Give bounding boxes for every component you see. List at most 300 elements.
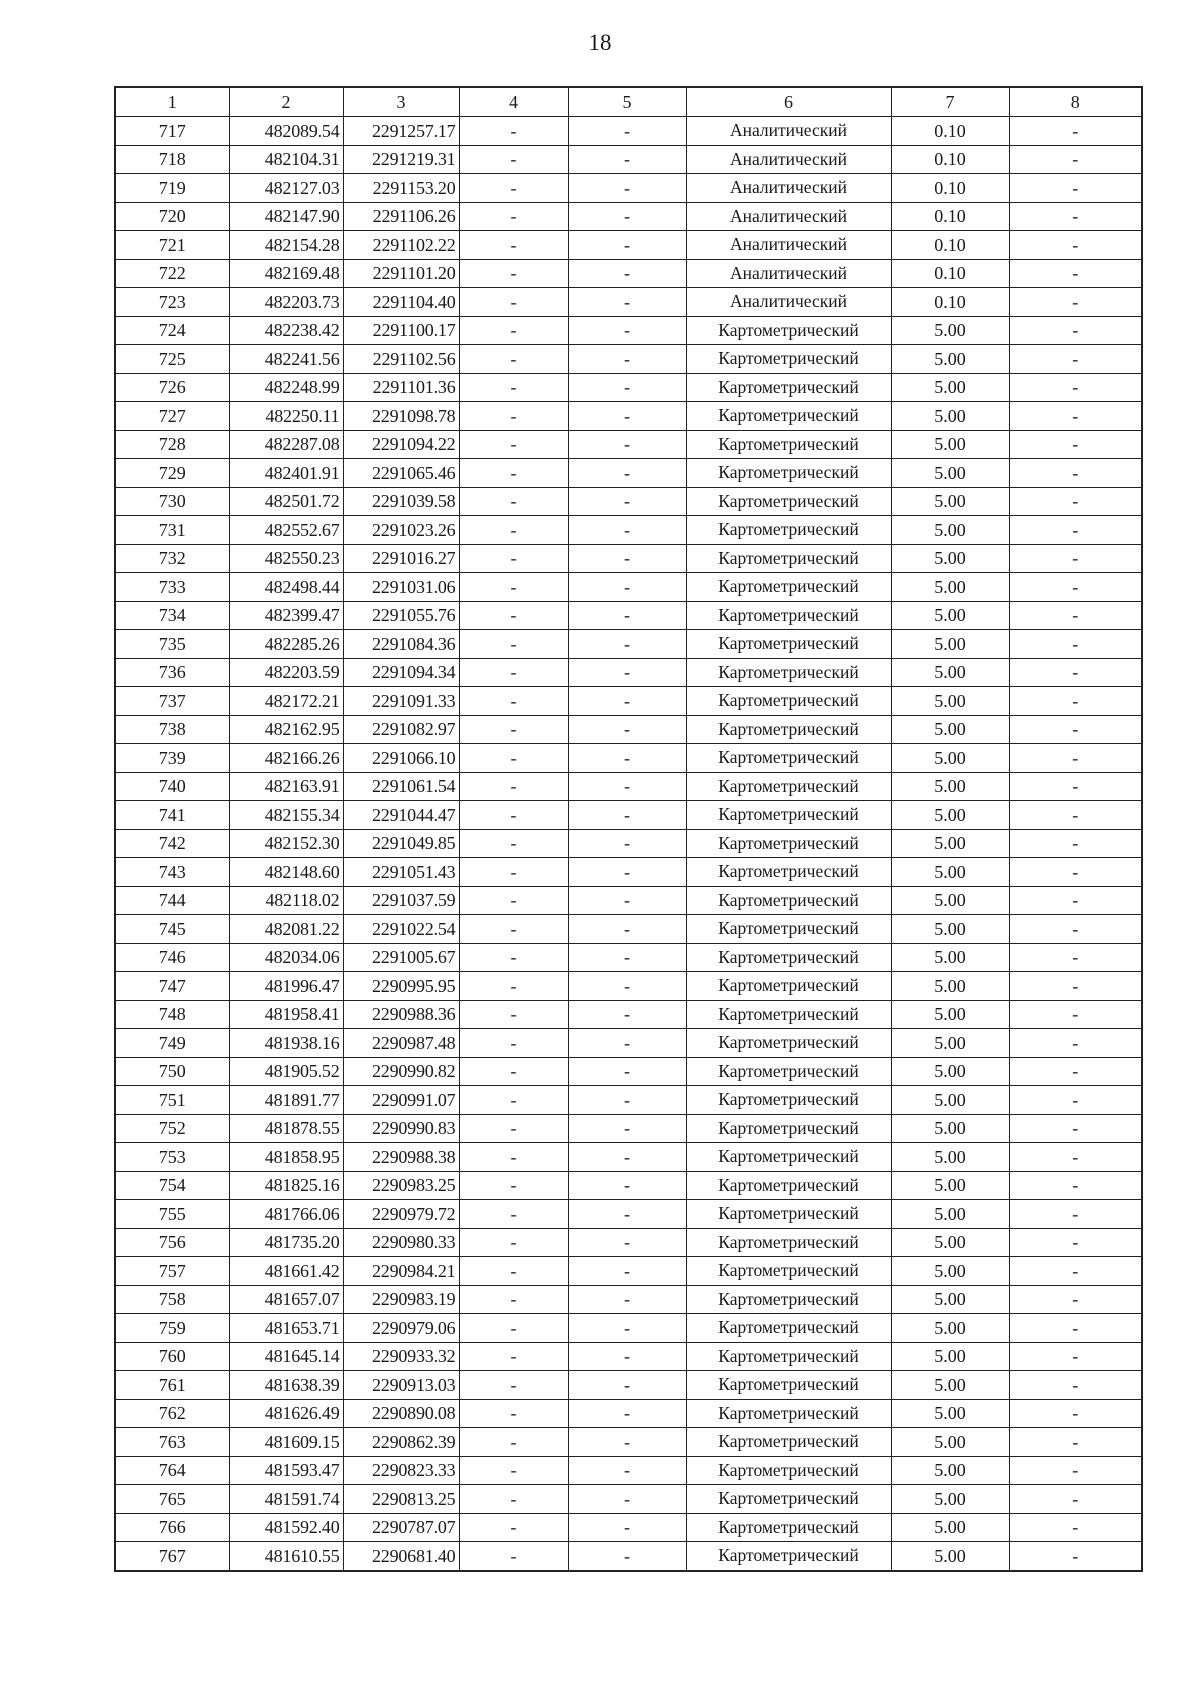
accuracy-cell: 5.00: [891, 744, 1009, 773]
point-number-cell: 723: [115, 288, 229, 317]
col8-value-cell: -: [1009, 1285, 1142, 1314]
col4-value-cell: -: [459, 1399, 568, 1428]
coord-x-cell: 482250.11: [229, 402, 343, 431]
coord-y-cell: 2291084.36: [343, 630, 459, 659]
col5-value-cell: -: [568, 1257, 686, 1286]
coord-y-cell: 2291098.78: [343, 402, 459, 431]
col4-value-cell: -: [459, 1171, 568, 1200]
coord-x-cell: 482034.06: [229, 943, 343, 972]
col8-value-cell: -: [1009, 231, 1142, 260]
coord-y-cell: 2291051.43: [343, 858, 459, 887]
method-cell: Картометрический: [686, 801, 891, 830]
point-number-cell: 746: [115, 943, 229, 972]
method-cell: Картометрический: [686, 316, 891, 345]
coord-x-cell: 482501.72: [229, 487, 343, 516]
col8-value-cell: -: [1009, 1399, 1142, 1428]
col8-value-cell: -: [1009, 829, 1142, 858]
coord-y-cell: 2291039.58: [343, 487, 459, 516]
col8-value-cell: -: [1009, 744, 1142, 773]
col8-value-cell: -: [1009, 801, 1142, 830]
coord-x-cell: 481657.07: [229, 1285, 343, 1314]
col4-value-cell: -: [459, 1257, 568, 1286]
method-cell: Картометрический: [686, 715, 891, 744]
method-cell: Картометрический: [686, 772, 891, 801]
point-number-cell: 740: [115, 772, 229, 801]
table-row: [115, 202, 1142, 231]
accuracy-cell: 5.00: [891, 1542, 1009, 1571]
column-header-2: 2: [229, 87, 343, 117]
col5-value-cell: -: [568, 544, 686, 573]
coord-x-cell: 482152.30: [229, 829, 343, 858]
col4-value-cell: -: [459, 1456, 568, 1485]
col4-value-cell: -: [459, 459, 568, 488]
col4-value-cell: -: [459, 1086, 568, 1115]
col5-value-cell: -: [568, 858, 686, 887]
method-cell: Аналитический: [686, 202, 891, 231]
accuracy-cell: 5.00: [891, 1114, 1009, 1143]
accuracy-cell: 0.10: [891, 202, 1009, 231]
coord-x-cell: 481609.15: [229, 1428, 343, 1457]
col5-value-cell: -: [568, 1342, 686, 1371]
point-number-cell: 762: [115, 1399, 229, 1428]
coord-y-cell: 2290984.21: [343, 1257, 459, 1286]
table-row: [115, 259, 1142, 288]
coord-x-cell: 481891.77: [229, 1086, 343, 1115]
accuracy-cell: 5.00: [891, 658, 1009, 687]
col5-value-cell: -: [568, 1314, 686, 1343]
col8-value-cell: -: [1009, 117, 1142, 146]
accuracy-cell: 5.00: [891, 943, 1009, 972]
point-number-cell: 745: [115, 915, 229, 944]
accuracy-cell: 5.00: [891, 1456, 1009, 1485]
coord-y-cell: 2291023.26: [343, 516, 459, 545]
coord-y-cell: 2290988.36: [343, 1000, 459, 1029]
col5-value-cell: -: [568, 687, 686, 716]
coord-y-cell: 2291091.33: [343, 687, 459, 716]
accuracy-cell: 5.00: [891, 801, 1009, 830]
table-row: [115, 1086, 1142, 1115]
coordinates-table: [114, 86, 1143, 1572]
col4-value-cell: -: [459, 1000, 568, 1029]
point-number-cell: 730: [115, 487, 229, 516]
accuracy-cell: 5.00: [891, 1342, 1009, 1371]
method-cell: Картометрический: [686, 345, 891, 374]
col8-value-cell: -: [1009, 516, 1142, 545]
col8-value-cell: -: [1009, 1428, 1142, 1457]
col5-value-cell: -: [568, 1114, 686, 1143]
col5-value-cell: -: [568, 117, 686, 146]
col4-value-cell: -: [459, 1228, 568, 1257]
coord-x-cell: 482498.44: [229, 573, 343, 602]
accuracy-cell: 5.00: [891, 1200, 1009, 1229]
coord-x-cell: 481996.47: [229, 972, 343, 1001]
coord-y-cell: 2291055.76: [343, 601, 459, 630]
point-number-cell: 726: [115, 373, 229, 402]
coord-x-cell: 481653.71: [229, 1314, 343, 1343]
accuracy-cell: 5.00: [891, 915, 1009, 944]
table-row: [115, 972, 1142, 1001]
table-row: [115, 544, 1142, 573]
col8-value-cell: -: [1009, 1086, 1142, 1115]
col8-value-cell: -: [1009, 1485, 1142, 1514]
point-number-cell: 741: [115, 801, 229, 830]
point-number-cell: 753: [115, 1143, 229, 1172]
table-row: [115, 943, 1142, 972]
coord-y-cell: 2291102.22: [343, 231, 459, 260]
accuracy-cell: 5.00: [891, 1029, 1009, 1058]
col5-value-cell: -: [568, 316, 686, 345]
point-number-cell: 759: [115, 1314, 229, 1343]
accuracy-cell: 5.00: [891, 1285, 1009, 1314]
coord-x-cell: 481766.06: [229, 1200, 343, 1229]
point-number-cell: 731: [115, 516, 229, 545]
method-cell: Картометрический: [686, 630, 891, 659]
coord-y-cell: 2290979.72: [343, 1200, 459, 1229]
method-cell: Картометрический: [686, 1029, 891, 1058]
accuracy-cell: 5.00: [891, 829, 1009, 858]
method-cell: Аналитический: [686, 145, 891, 174]
coord-x-cell: 482089.54: [229, 117, 343, 146]
col5-value-cell: -: [568, 1000, 686, 1029]
coord-y-cell: 2291016.27: [343, 544, 459, 573]
point-number-cell: 751: [115, 1086, 229, 1115]
coord-y-cell: 2290862.39: [343, 1428, 459, 1457]
col4-value-cell: -: [459, 1200, 568, 1229]
point-number-cell: 732: [115, 544, 229, 573]
accuracy-cell: 5.00: [891, 1228, 1009, 1257]
coord-x-cell: 482552.67: [229, 516, 343, 545]
method-cell: Картометрический: [686, 1143, 891, 1172]
coord-x-cell: 481938.16: [229, 1029, 343, 1058]
accuracy-cell: 5.00: [891, 1000, 1009, 1029]
col8-value-cell: -: [1009, 288, 1142, 317]
coord-x-cell: 482401.91: [229, 459, 343, 488]
method-cell: Картометрический: [686, 601, 891, 630]
accuracy-cell: 5.00: [891, 345, 1009, 374]
col4-value-cell: -: [459, 202, 568, 231]
table-row: [115, 373, 1142, 402]
table-row: [115, 117, 1142, 146]
accuracy-cell: 5.00: [891, 601, 1009, 630]
coord-y-cell: 2291066.10: [343, 744, 459, 773]
col5-value-cell: -: [568, 658, 686, 687]
col8-value-cell: -: [1009, 316, 1142, 345]
coord-x-cell: 481645.14: [229, 1342, 343, 1371]
table-row: [115, 516, 1142, 545]
table-row: [115, 1485, 1142, 1514]
coord-y-cell: 2291106.26: [343, 202, 459, 231]
coord-y-cell: 2291044.47: [343, 801, 459, 830]
coord-x-cell: 482104.31: [229, 145, 343, 174]
point-number-cell: 739: [115, 744, 229, 773]
method-cell: Картометрический: [686, 658, 891, 687]
point-number-cell: 748: [115, 1000, 229, 1029]
coord-y-cell: 2290983.25: [343, 1171, 459, 1200]
method-cell: Картометрический: [686, 886, 891, 915]
col5-value-cell: -: [568, 715, 686, 744]
coord-y-cell: 2291104.40: [343, 288, 459, 317]
method-cell: Картометрический: [686, 1513, 891, 1542]
col5-value-cell: -: [568, 829, 686, 858]
table-row: [115, 573, 1142, 602]
col8-value-cell: -: [1009, 174, 1142, 203]
col8-value-cell: -: [1009, 573, 1142, 602]
column-header-1: 1: [115, 87, 229, 117]
accuracy-cell: 5.00: [891, 1428, 1009, 1457]
coord-x-cell: 481905.52: [229, 1057, 343, 1086]
col8-value-cell: -: [1009, 1513, 1142, 1542]
point-number-cell: 752: [115, 1114, 229, 1143]
coord-y-cell: 2291101.36: [343, 373, 459, 402]
table-row: [115, 1371, 1142, 1400]
coord-y-cell: 2290913.03: [343, 1371, 459, 1400]
coord-y-cell: 2291094.34: [343, 658, 459, 687]
method-cell: Картометрический: [686, 1371, 891, 1400]
table-row: [115, 744, 1142, 773]
col8-value-cell: -: [1009, 1456, 1142, 1485]
method-cell: Картометрический: [686, 459, 891, 488]
coord-y-cell: 2291219.31: [343, 145, 459, 174]
col5-value-cell: -: [568, 601, 686, 630]
accuracy-cell: 0.10: [891, 117, 1009, 146]
col5-value-cell: -: [568, 174, 686, 203]
coord-x-cell: 481858.95: [229, 1143, 343, 1172]
coord-x-cell: 482550.23: [229, 544, 343, 573]
coord-y-cell: 2291153.20: [343, 174, 459, 203]
col5-value-cell: -: [568, 1171, 686, 1200]
coord-x-cell: 481735.20: [229, 1228, 343, 1257]
col5-value-cell: -: [568, 630, 686, 659]
point-number-cell: 736: [115, 658, 229, 687]
col8-value-cell: -: [1009, 1371, 1142, 1400]
col4-value-cell: -: [459, 1314, 568, 1343]
col5-value-cell: -: [568, 145, 686, 174]
col8-value-cell: -: [1009, 345, 1142, 374]
method-cell: Картометрический: [686, 402, 891, 431]
coord-y-cell: 2290787.07: [343, 1513, 459, 1542]
page-number: 18: [588, 30, 612, 55]
accuracy-cell: 0.10: [891, 174, 1009, 203]
col4-value-cell: -: [459, 1485, 568, 1514]
col8-value-cell: -: [1009, 1114, 1142, 1143]
table-body: [115, 117, 1142, 1571]
accuracy-cell: 5.00: [891, 1513, 1009, 1542]
accuracy-cell: 5.00: [891, 316, 1009, 345]
col4-value-cell: -: [459, 430, 568, 459]
method-cell: Картометрический: [686, 487, 891, 516]
coord-y-cell: 2291022.54: [343, 915, 459, 944]
point-number-cell: 757: [115, 1257, 229, 1286]
col8-value-cell: -: [1009, 259, 1142, 288]
point-number-cell: 765: [115, 1485, 229, 1514]
coord-x-cell: 482118.02: [229, 886, 343, 915]
col8-value-cell: -: [1009, 772, 1142, 801]
col4-value-cell: -: [459, 345, 568, 374]
col4-value-cell: -: [459, 630, 568, 659]
coord-x-cell: 481878.55: [229, 1114, 343, 1143]
col4-value-cell: -: [459, 829, 568, 858]
table-row: [115, 801, 1142, 830]
point-number-cell: 724: [115, 316, 229, 345]
col5-value-cell: -: [568, 801, 686, 830]
point-number-cell: 766: [115, 1513, 229, 1542]
col8-value-cell: -: [1009, 402, 1142, 431]
method-cell: Картометрический: [686, 1285, 891, 1314]
point-number-cell: 737: [115, 687, 229, 716]
accuracy-cell: 5.00: [891, 487, 1009, 516]
table-row: [115, 687, 1142, 716]
table-row: [115, 1257, 1142, 1286]
table-row: [115, 858, 1142, 887]
table-row: [115, 772, 1142, 801]
column-header-7: 7: [891, 87, 1009, 117]
col4-value-cell: -: [459, 1542, 568, 1571]
point-number-cell: 747: [115, 972, 229, 1001]
method-cell: Картометрический: [686, 544, 891, 573]
method-cell: Картометрический: [686, 1428, 891, 1457]
accuracy-cell: 5.00: [891, 886, 1009, 915]
col5-value-cell: -: [568, 1285, 686, 1314]
col8-value-cell: -: [1009, 1029, 1142, 1058]
point-number-cell: 743: [115, 858, 229, 887]
col8-value-cell: -: [1009, 858, 1142, 887]
table-row: [115, 1171, 1142, 1200]
table-row: [115, 658, 1142, 687]
accuracy-cell: 5.00: [891, 1086, 1009, 1115]
col4-value-cell: -: [459, 1285, 568, 1314]
method-cell: Картометрический: [686, 1000, 891, 1029]
table-row: [115, 145, 1142, 174]
col8-value-cell: -: [1009, 915, 1142, 944]
col5-value-cell: -: [568, 1086, 686, 1115]
accuracy-cell: 5.00: [891, 459, 1009, 488]
table-header-row: [115, 87, 1142, 117]
coord-y-cell: 2291102.56: [343, 345, 459, 374]
accuracy-cell: 5.00: [891, 687, 1009, 716]
point-number-cell: 734: [115, 601, 229, 630]
col5-value-cell: -: [568, 231, 686, 260]
coord-x-cell: 482203.59: [229, 658, 343, 687]
col8-value-cell: -: [1009, 487, 1142, 516]
col5-value-cell: -: [568, 288, 686, 317]
coord-x-cell: 481825.16: [229, 1171, 343, 1200]
col5-value-cell: -: [568, 1143, 686, 1172]
col5-value-cell: -: [568, 516, 686, 545]
method-cell: Картометрический: [686, 1114, 891, 1143]
coord-y-cell: 2291065.46: [343, 459, 459, 488]
coord-x-cell: 482147.90: [229, 202, 343, 231]
table-row: [115, 601, 1142, 630]
col8-value-cell: -: [1009, 373, 1142, 402]
accuracy-cell: 5.00: [891, 715, 1009, 744]
method-cell: Картометрический: [686, 430, 891, 459]
point-number-cell: 721: [115, 231, 229, 260]
col8-value-cell: -: [1009, 459, 1142, 488]
coord-y-cell: 2291031.06: [343, 573, 459, 602]
accuracy-cell: 5.00: [891, 1057, 1009, 1086]
table-row: [115, 316, 1142, 345]
col5-value-cell: -: [568, 373, 686, 402]
method-cell: Картометрический: [686, 573, 891, 602]
col8-value-cell: -: [1009, 1057, 1142, 1086]
table-row: [115, 1456, 1142, 1485]
coord-y-cell: 2290990.82: [343, 1057, 459, 1086]
col8-value-cell: -: [1009, 1143, 1142, 1172]
col4-value-cell: -: [459, 1342, 568, 1371]
col4-value-cell: -: [459, 288, 568, 317]
coord-x-cell: 482172.21: [229, 687, 343, 716]
col8-value-cell: -: [1009, 1228, 1142, 1257]
method-cell: Картометрический: [686, 972, 891, 1001]
coord-x-cell: 481592.40: [229, 1513, 343, 1542]
table-row: [115, 1342, 1142, 1371]
point-number-cell: 761: [115, 1371, 229, 1400]
accuracy-cell: 5.00: [891, 1314, 1009, 1343]
col8-value-cell: -: [1009, 886, 1142, 915]
col5-value-cell: -: [568, 402, 686, 431]
method-cell: Картометрический: [686, 687, 891, 716]
coord-x-cell: 482162.95: [229, 715, 343, 744]
col4-value-cell: -: [459, 858, 568, 887]
column-header-8: 8: [1009, 87, 1142, 117]
col4-value-cell: -: [459, 886, 568, 915]
table-row: [115, 1114, 1142, 1143]
coord-y-cell: 2290813.25: [343, 1485, 459, 1514]
point-number-cell: 763: [115, 1428, 229, 1457]
method-cell: Картометрический: [686, 829, 891, 858]
accuracy-cell: 0.10: [891, 145, 1009, 174]
method-cell: Картометрический: [686, 1200, 891, 1229]
coord-x-cell: 481661.42: [229, 1257, 343, 1286]
coord-x-cell: 481626.49: [229, 1399, 343, 1428]
col4-value-cell: -: [459, 487, 568, 516]
accuracy-cell: 5.00: [891, 1371, 1009, 1400]
method-cell: Аналитический: [686, 288, 891, 317]
col5-value-cell: -: [568, 1456, 686, 1485]
col8-value-cell: -: [1009, 1314, 1142, 1343]
col8-value-cell: -: [1009, 430, 1142, 459]
accuracy-cell: 0.10: [891, 288, 1009, 317]
table-row: [115, 174, 1142, 203]
coord-y-cell: 2291082.97: [343, 715, 459, 744]
col5-value-cell: -: [568, 943, 686, 972]
coord-x-cell: 481638.39: [229, 1371, 343, 1400]
coord-y-cell: 2291049.85: [343, 829, 459, 858]
table-row: [115, 1399, 1142, 1428]
col4-value-cell: -: [459, 1513, 568, 1542]
col4-value-cell: -: [459, 316, 568, 345]
coord-y-cell: 2290979.06: [343, 1314, 459, 1343]
point-number-cell: 756: [115, 1228, 229, 1257]
col4-value-cell: -: [459, 972, 568, 1001]
point-number-cell: 760: [115, 1342, 229, 1371]
col8-value-cell: -: [1009, 687, 1142, 716]
table-row: [115, 630, 1142, 659]
coord-y-cell: 2290983.19: [343, 1285, 459, 1314]
table-row: [115, 487, 1142, 516]
coord-y-cell: 2291101.20: [343, 259, 459, 288]
point-number-cell: 727: [115, 402, 229, 431]
coord-x-cell: 482248.99: [229, 373, 343, 402]
method-cell: Картометрический: [686, 915, 891, 944]
table-row: [115, 430, 1142, 459]
accuracy-cell: 5.00: [891, 373, 1009, 402]
method-cell: Картометрический: [686, 1456, 891, 1485]
col8-value-cell: -: [1009, 1171, 1142, 1200]
accuracy-cell: 5.00: [891, 1143, 1009, 1172]
column-header-4: 4: [459, 87, 568, 117]
point-number-cell: 742: [115, 829, 229, 858]
